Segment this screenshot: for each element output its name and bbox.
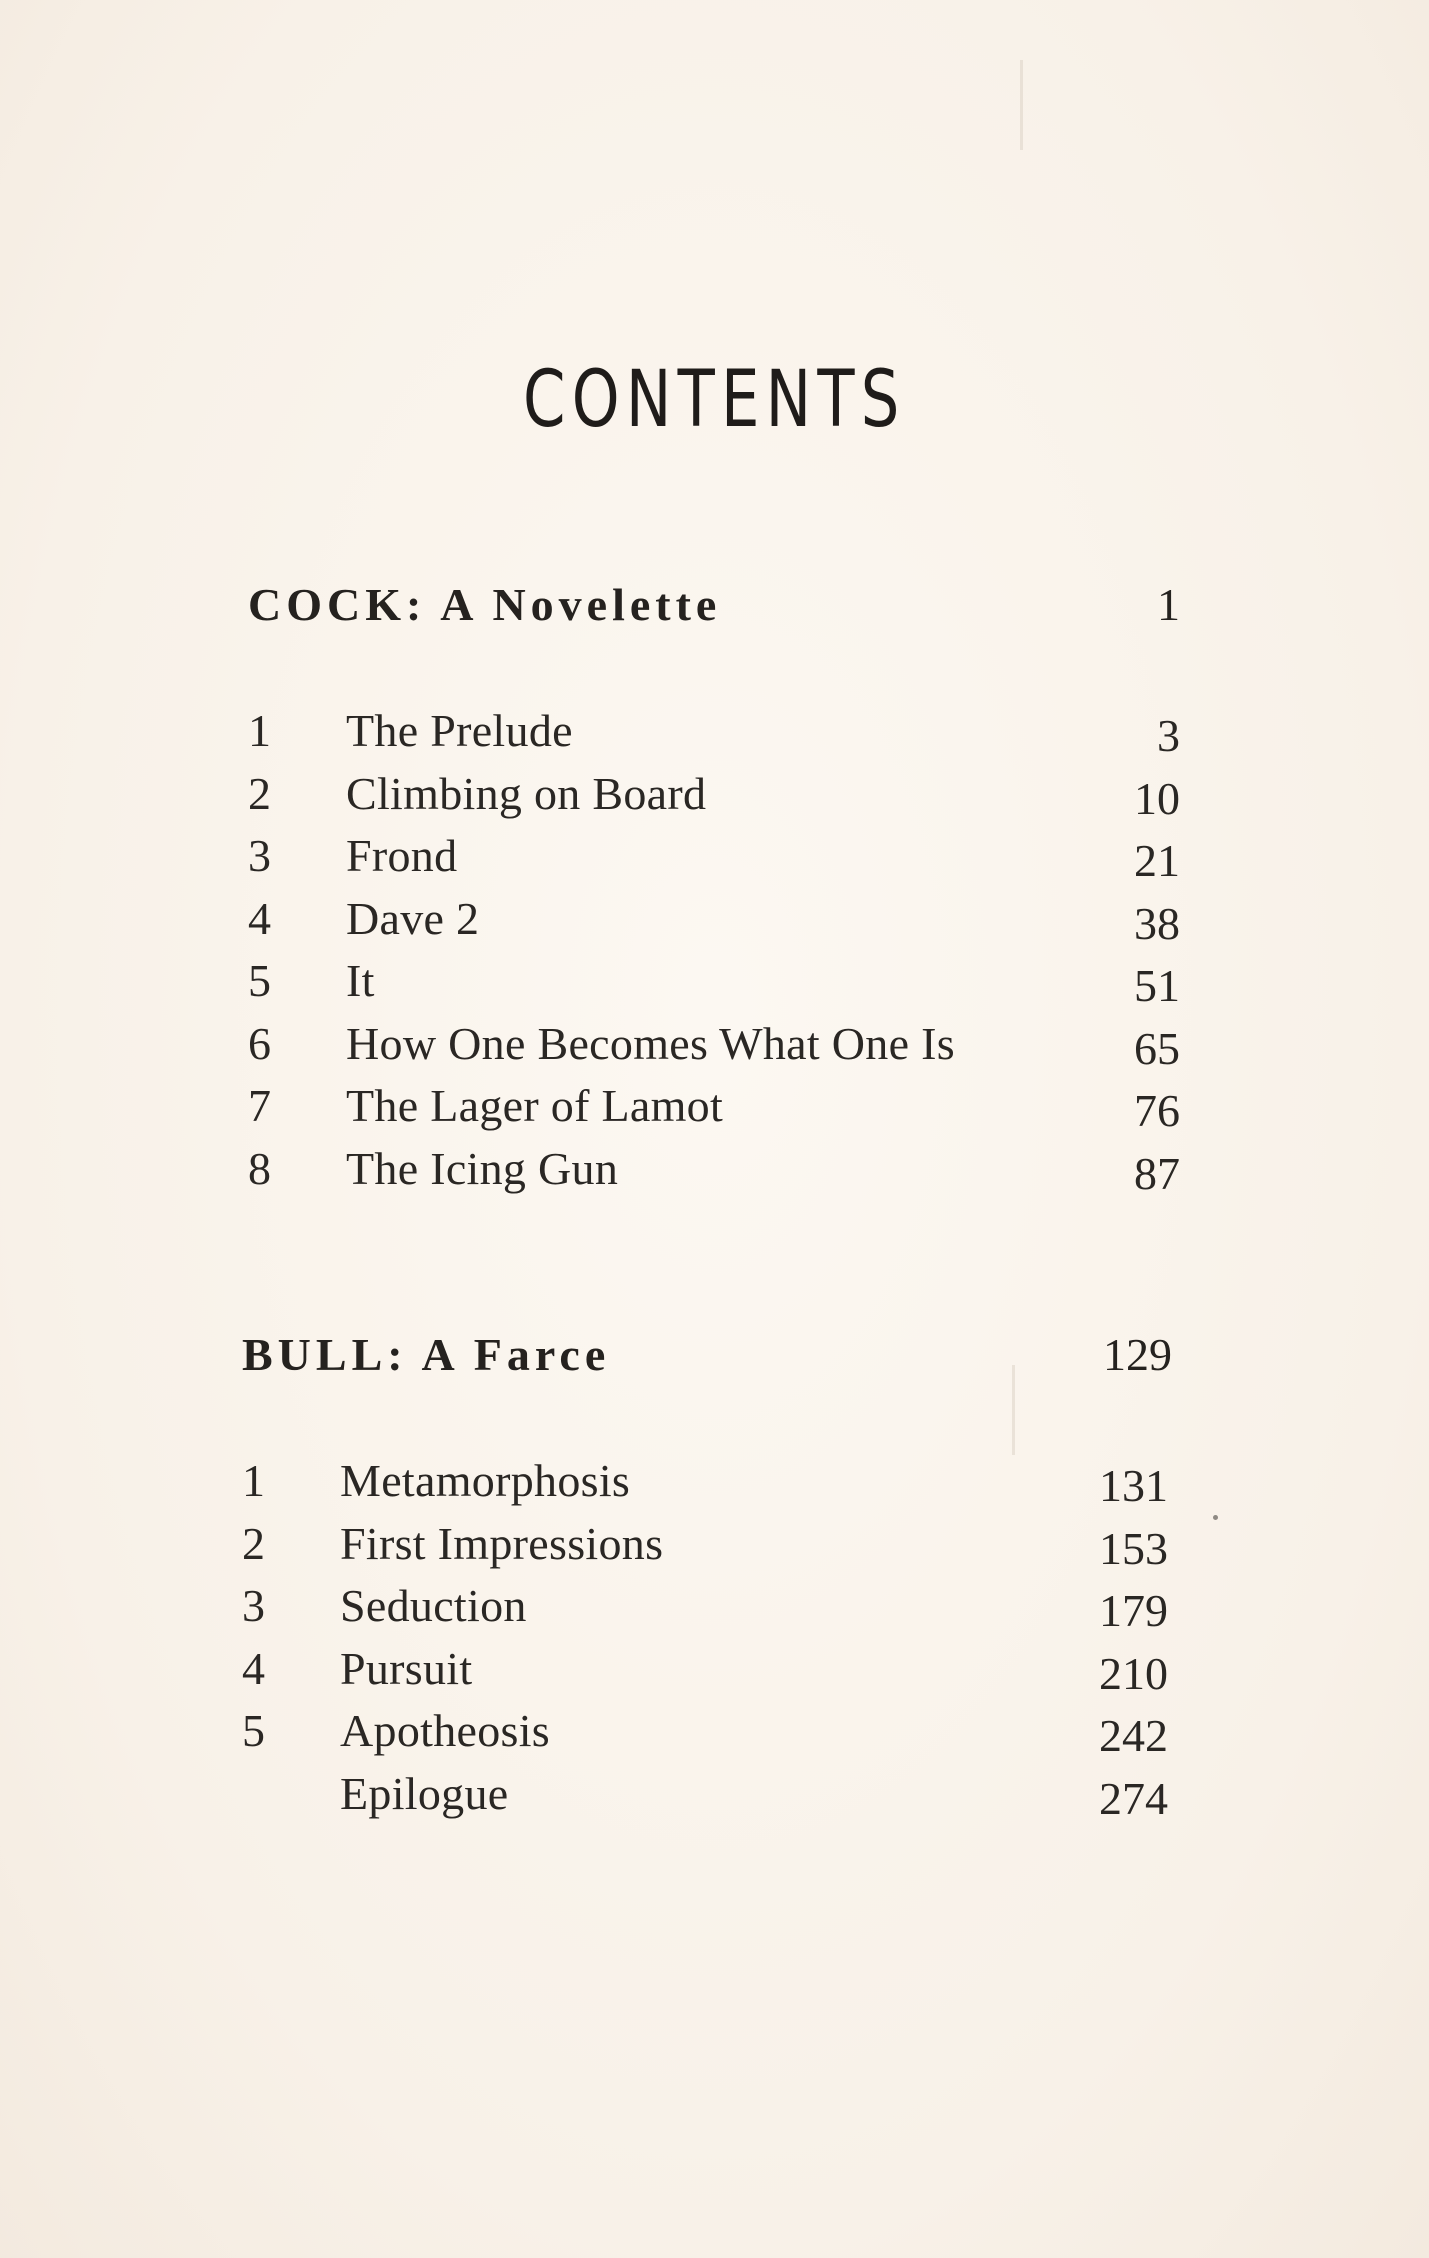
chapter-title: Dave 2: [346, 892, 480, 944]
part-heading-text: COCK: A Novelette: [248, 579, 722, 630]
chapter-title: Frond: [346, 830, 458, 881]
chapter-list-bull: [234, 1450, 1168, 1825]
chapter-page: 65: [1134, 1022, 1180, 1074]
chapter-title: First Impressions: [340, 1517, 664, 1569]
part-heading-page: 1: [1157, 579, 1180, 630]
chapter-title: Pursuit: [340, 1642, 473, 1694]
chapter-number: 1: [248, 705, 271, 756]
chapter-number: 4: [242, 1642, 265, 1694]
chapter-row: [234, 1638, 1168, 1701]
page-speck: [1213, 1515, 1218, 1520]
chapter-title: Metamorphosis: [340, 1455, 631, 1506]
chapter-row: [234, 1513, 1168, 1576]
chapter-number: 7: [248, 1080, 271, 1131]
chapter-page: 10: [1134, 772, 1180, 824]
chapter-page: 38: [1134, 897, 1180, 949]
chapter-number: 3: [242, 1580, 265, 1631]
chapter-number: 4: [248, 892, 271, 944]
chapter-number: 1: [242, 1455, 265, 1506]
chapter-page: 76: [1134, 1085, 1180, 1136]
chapter-row: [240, 1138, 1180, 1201]
chapter-number: 2: [248, 767, 271, 819]
chapter-page: 3: [1157, 710, 1180, 761]
chapter-number: 2: [242, 1517, 265, 1569]
chapter-page: 210: [1099, 1647, 1168, 1699]
chapter-row: [234, 1450, 1168, 1513]
chapter-number: 3: [248, 830, 271, 881]
chapter-title: How One Becomes What One Is: [346, 1017, 955, 1069]
page-title: CONTENTS: [523, 355, 906, 445]
chapter-page: 131: [1099, 1460, 1168, 1511]
chapter-title: Climbing on Board: [346, 767, 707, 819]
chapter-number: 5: [242, 1705, 265, 1756]
chapter-row: [234, 1575, 1168, 1638]
chapter-title: Epilogue: [340, 1767, 509, 1819]
part-heading-bull: [242, 1328, 1172, 1381]
chapter-page: 242: [1099, 1710, 1168, 1761]
chapter-title: The Prelude: [346, 705, 573, 756]
chapter-row: [240, 825, 1180, 888]
chapter-page: 153: [1099, 1522, 1168, 1574]
part-heading-page: 129: [1103, 1329, 1172, 1380]
chapter-row: [240, 1075, 1180, 1138]
part-heading-cock: [248, 578, 1180, 631]
chapter-page: 274: [1099, 1772, 1168, 1824]
chapter-row: [240, 888, 1180, 951]
chapter-page: 51: [1134, 960, 1180, 1011]
chapter-row: [240, 763, 1180, 826]
chapter-title: Apotheosis: [340, 1705, 550, 1756]
chapter-title: The Lager of Lamot: [346, 1080, 724, 1131]
chapter-number: 8: [248, 1142, 271, 1194]
chapter-page: 21: [1134, 835, 1180, 886]
chapter-page: 87: [1134, 1147, 1180, 1199]
chapter-row: [234, 1763, 1168, 1826]
chapter-number: 5: [248, 955, 271, 1006]
chapter-row: [240, 950, 1180, 1013]
chapter-title: It: [346, 955, 375, 1006]
page-crease-mark: [1020, 60, 1023, 150]
chapter-row: [240, 700, 1180, 763]
part-heading-text: BULL: A Farce: [242, 1329, 611, 1380]
chapter-row: [240, 1013, 1180, 1076]
chapter-title: Seduction: [340, 1580, 527, 1631]
chapter-list-cock: [240, 700, 1180, 1200]
chapter-number: 6: [248, 1017, 271, 1069]
chapter-title: The Icing Gun: [346, 1142, 619, 1194]
chapter-page: 179: [1099, 1585, 1168, 1636]
chapter-row: [234, 1700, 1168, 1763]
